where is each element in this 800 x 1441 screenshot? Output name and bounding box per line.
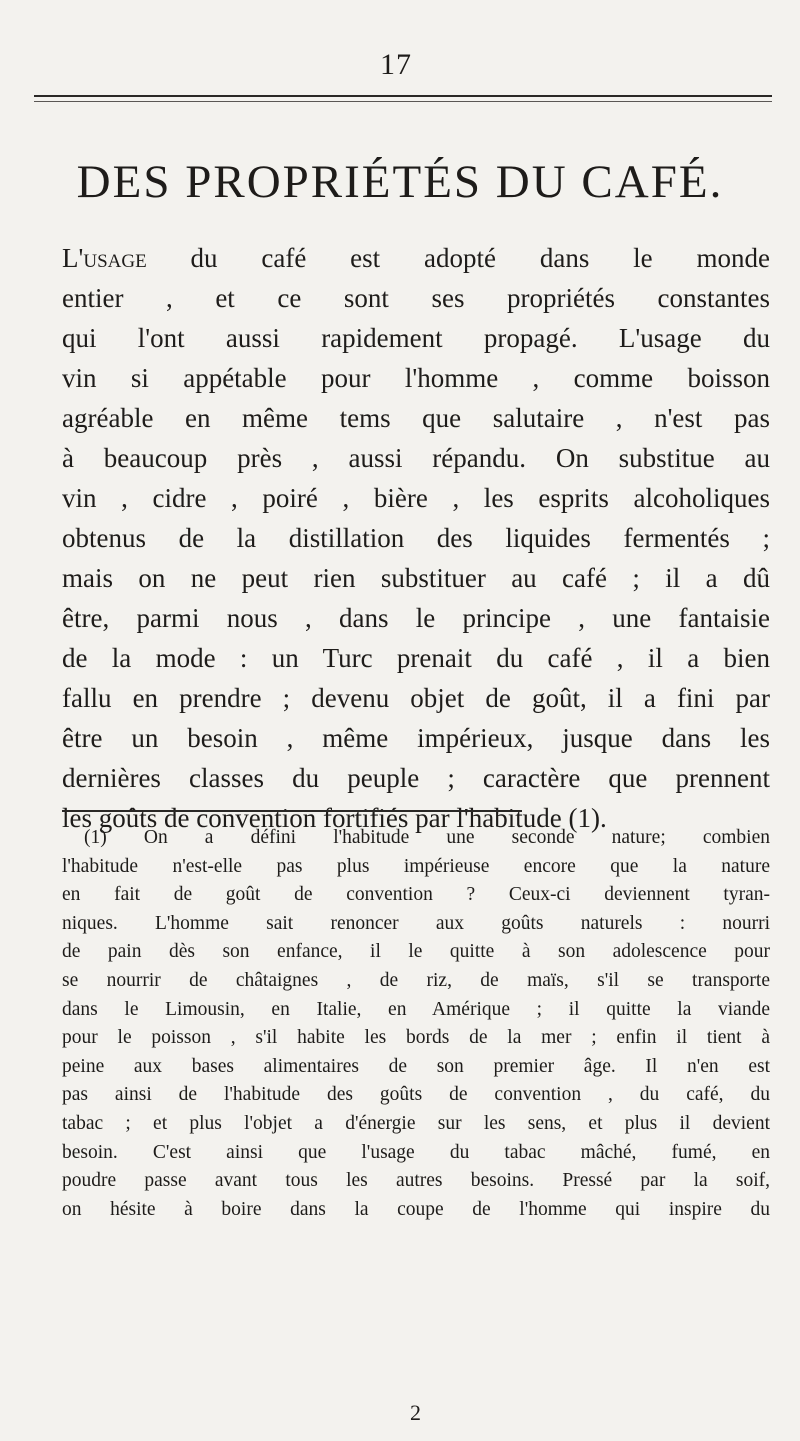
- footnote-line: poudre passe avant tous les autres besoins. Pressé par la soif,: [62, 1170, 770, 1192]
- footnote-line: pas ainsi de l'habitude des goûts de convention , du café, du: [62, 1084, 770, 1106]
- footnote-line: dans le Limousin, en Italie, en Amérique ; il quitte la viande: [62, 998, 770, 1020]
- paragraph-line: être, parmi nous , dans le principe , une fantaisie: [62, 603, 770, 633]
- header-rule: [34, 95, 772, 97]
- main-paragraph: [62, 238, 770, 838]
- chapter-title: DES PROPRIÉTÉS DU CAFÉ.: [76, 156, 724, 208]
- footnote-line: tabac ; et plus l'objet a d'énergie sur les sens, et plus il devient: [62, 1112, 770, 1134]
- header-rule-thin: [34, 101, 772, 102]
- footnote-line: peine aux bases alimentaires de son premier âge. Il n'en est: [62, 1055, 770, 1077]
- footnote-line: niques. L'homme sait renoncer aux goûts naturels : nourri: [62, 912, 770, 934]
- page-number: 17: [380, 48, 412, 81]
- footnote: [62, 824, 770, 1224]
- paragraph-line: fallu en prendre ; devenu objet de goût, il a fini par: [62, 683, 770, 713]
- paragraph-line: vin , cidre , poiré , bière , les esprits alcoholiques: [62, 483, 770, 513]
- footnote-line: besoin. C'est ainsi que l'usage du tabac mâché, fumé, en: [62, 1141, 770, 1163]
- paragraph-line: mais on ne peut rien substituer au café ; il a dû: [62, 563, 770, 593]
- paragraph-line: L'usage du café est adopté dans le monde: [62, 243, 770, 273]
- signature-mark: 2: [410, 1400, 421, 1425]
- paragraph-line: à beaucoup près , aussi répandu. On substitue au: [62, 443, 770, 473]
- paragraph-line: obtenus de la distillation des liquides fermentés ;: [62, 523, 770, 553]
- footnote-line: (1) On a défini l'habitude une seconde nature; combien: [84, 827, 770, 848]
- footnote-line: se nourrir de châtaignes , de riz, de maïs, s'il se transporte: [62, 969, 770, 991]
- paragraph-line: qui l'ont aussi rapidement propagé. L'usage du: [62, 323, 770, 353]
- paragraph-line: agréable en même tems que salutaire , n'est pas: [62, 403, 770, 433]
- opening-word: L'usage: [62, 243, 147, 273]
- footnote-line: l'habitude n'est-elle pas plus impérieuse encore que la nature: [62, 855, 770, 877]
- footnote-line: pour le poisson , s'il habite les bords de la mer ; enfin il tient à: [62, 1027, 770, 1049]
- footnote-line: on hésite à boire dans la coupe de l'homme qui inspire du: [62, 1198, 770, 1220]
- paragraph-line: les goûts de convention fortifiés par l'habitude (1).: [62, 803, 607, 833]
- paragraph-line: être un besoin , même impérieux, jusque dans les: [62, 723, 770, 753]
- paragraph-line: vin si appétable pour l'homme , comme boisson: [62, 363, 770, 393]
- paragraph-line: dernières classes du peuple ; caractère que prennent: [62, 763, 770, 793]
- paragraph-line: de la mode : un Turc prenait du café , il a bien: [62, 643, 770, 673]
- footnote-line: en fait de goût de convention ? Ceux-ci deviennent tyran-: [62, 884, 770, 906]
- footnote-line: de pain dès son enfance, il le quitte à son adolescence pour: [62, 941, 770, 963]
- footnote-rule: [62, 810, 522, 812]
- paragraph-line: entier , et ce sont ses propriétés constantes: [62, 283, 770, 313]
